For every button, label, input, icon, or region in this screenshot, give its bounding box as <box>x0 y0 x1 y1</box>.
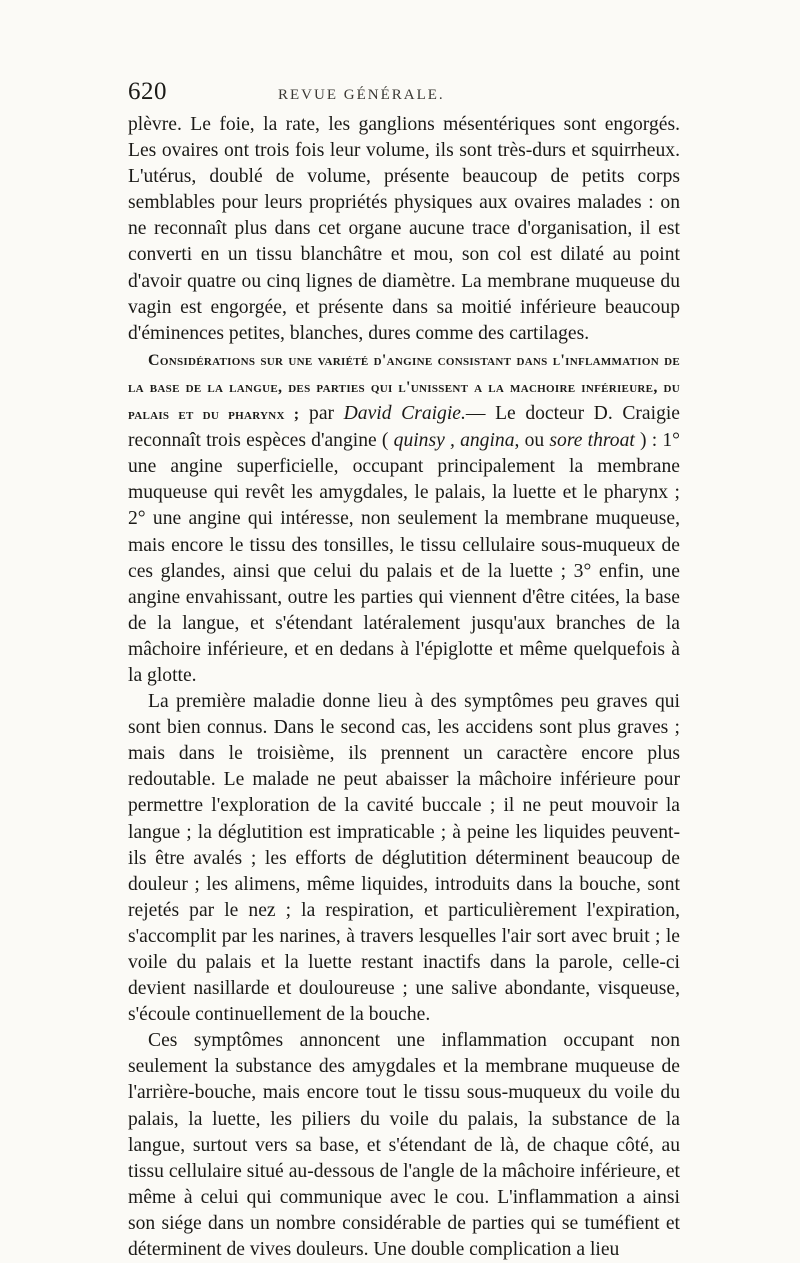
article-author: David Craigie. <box>343 403 466 425</box>
running-header <box>128 78 680 112</box>
para2-start: Le docteur D. Craigie reconnaît trois espèces d'angine ( <box>128 403 680 452</box>
para2-mid: , ou <box>514 430 550 452</box>
para2-rest: ) : 1° une angine superficielle, occupant principalement la membrane muqueuse qui revêt les amygdales, le palais, la luette et le pharynx ; 2° une angine qui intéresse, non seulement la membrane muqueuse, mais encore le tissu des tonsilles, le tissu cellulaire sous-muqueux de ces glandes, ainsi que celui du palais et de la luette ; 3° enfin, une angine envahissant, outre les parties qui viennent d'être citées, la base de la langue, et s'étendant latéralement jusqu'aux branches de la mâchoire inférieure, et en dedans à l'épiglotte et même quelquefois à la glotte. <box>128 430 681 686</box>
heading-by: par <box>299 403 344 425</box>
paragraph-symptoms: La première maladie donne lieu à des symptômes peu graves qui sont bien connus. Dans le second cas, les accidens sont plus graves ; mais dans le troisième, ils prennent un caractère encore plus redoutable. Le malade ne peut abaisser la mâchoire inférieure pour permettre l'exploration de la cavité buccale ; il ne peut mouvoir la langue ; la déglutition est impraticable ; à peine les liquides peuvent-ils être avalés ; les efforts de déglutition déterminent beaucoup de douleur ; les alimens, même liquides, introduits dans la bouche, sont rejetés par le nez ; la respiration, et particulièrement l'expiration, s'accomplit par les narines, à travers lesquelles l'air sort avec bruit ; le voile du palais et la luette restant inactifs dans la parole, celle-ci devient nasillarde et douloureuse ; une salive abondante, visqueuse, s'écoule continuellement de la bouche. <box>128 691 680 1026</box>
page-number: 620 <box>128 78 167 105</box>
para2-italic-2: sore throat <box>549 430 635 452</box>
paragraph-inflammation: Ces symptômes annoncent une inflammation occupant non seulement la substance des amygdales et la membrane muqueuse de l'arrière-bouche, mais encore tout le tissu sous-muqueux du voile du palais, la luette, les piliers du voile du palais, la substance de la langue, surtout vers sa base, et s'étendant de là, de chaque côté, au tissu cellulaire situé au-dessous de l'angle de la mâchoire inférieure, et même à celui qui communique avec le cou. L'inflammation a ainsi son siége dans un nombre considérable de parties qui se tuméfient et déterminent de vives douleurs. Une double complication a lieu <box>128 1030 680 1261</box>
article-paragraph <box>128 347 680 689</box>
para2-italic-1: quinsy , angina <box>393 430 515 452</box>
heading-dash: — <box>465 403 486 425</box>
journal-title: REVUE GÉNÉRALE. <box>278 87 445 103</box>
article-heading: Considérations sur une variété d'angine consistant dans l'inflammation de la base de la langue, des parties qui l'unissent a la machoire inférieure, du palais et du pharynx ; <box>128 351 680 424</box>
paragraph-continued: plèvre. Le foie, la rate, les ganglions mésentériques sont engorgés. Les ovaires ont trois fois leur volume, ils sont très-durs et squirrheux. L'utérus, doublé de volume, présente beaucoup de petits corps semblables pour leurs propriétés physiques aux ovaires malades : on ne reconnaît plus dans cet organe aucune trace d'organisation, il est converti en un tissu blanchâtre et mou, son col est dilaté au point d'avoir quatre ou cinq lignes de diamètre. La membrane muqueuse du vagin est engorgée, et présente dans sa moitié inférieure beaucoup d'éminences petites, blanches, dures comme des cartilages. <box>128 114 680 344</box>
body-text <box>128 112 680 1263</box>
